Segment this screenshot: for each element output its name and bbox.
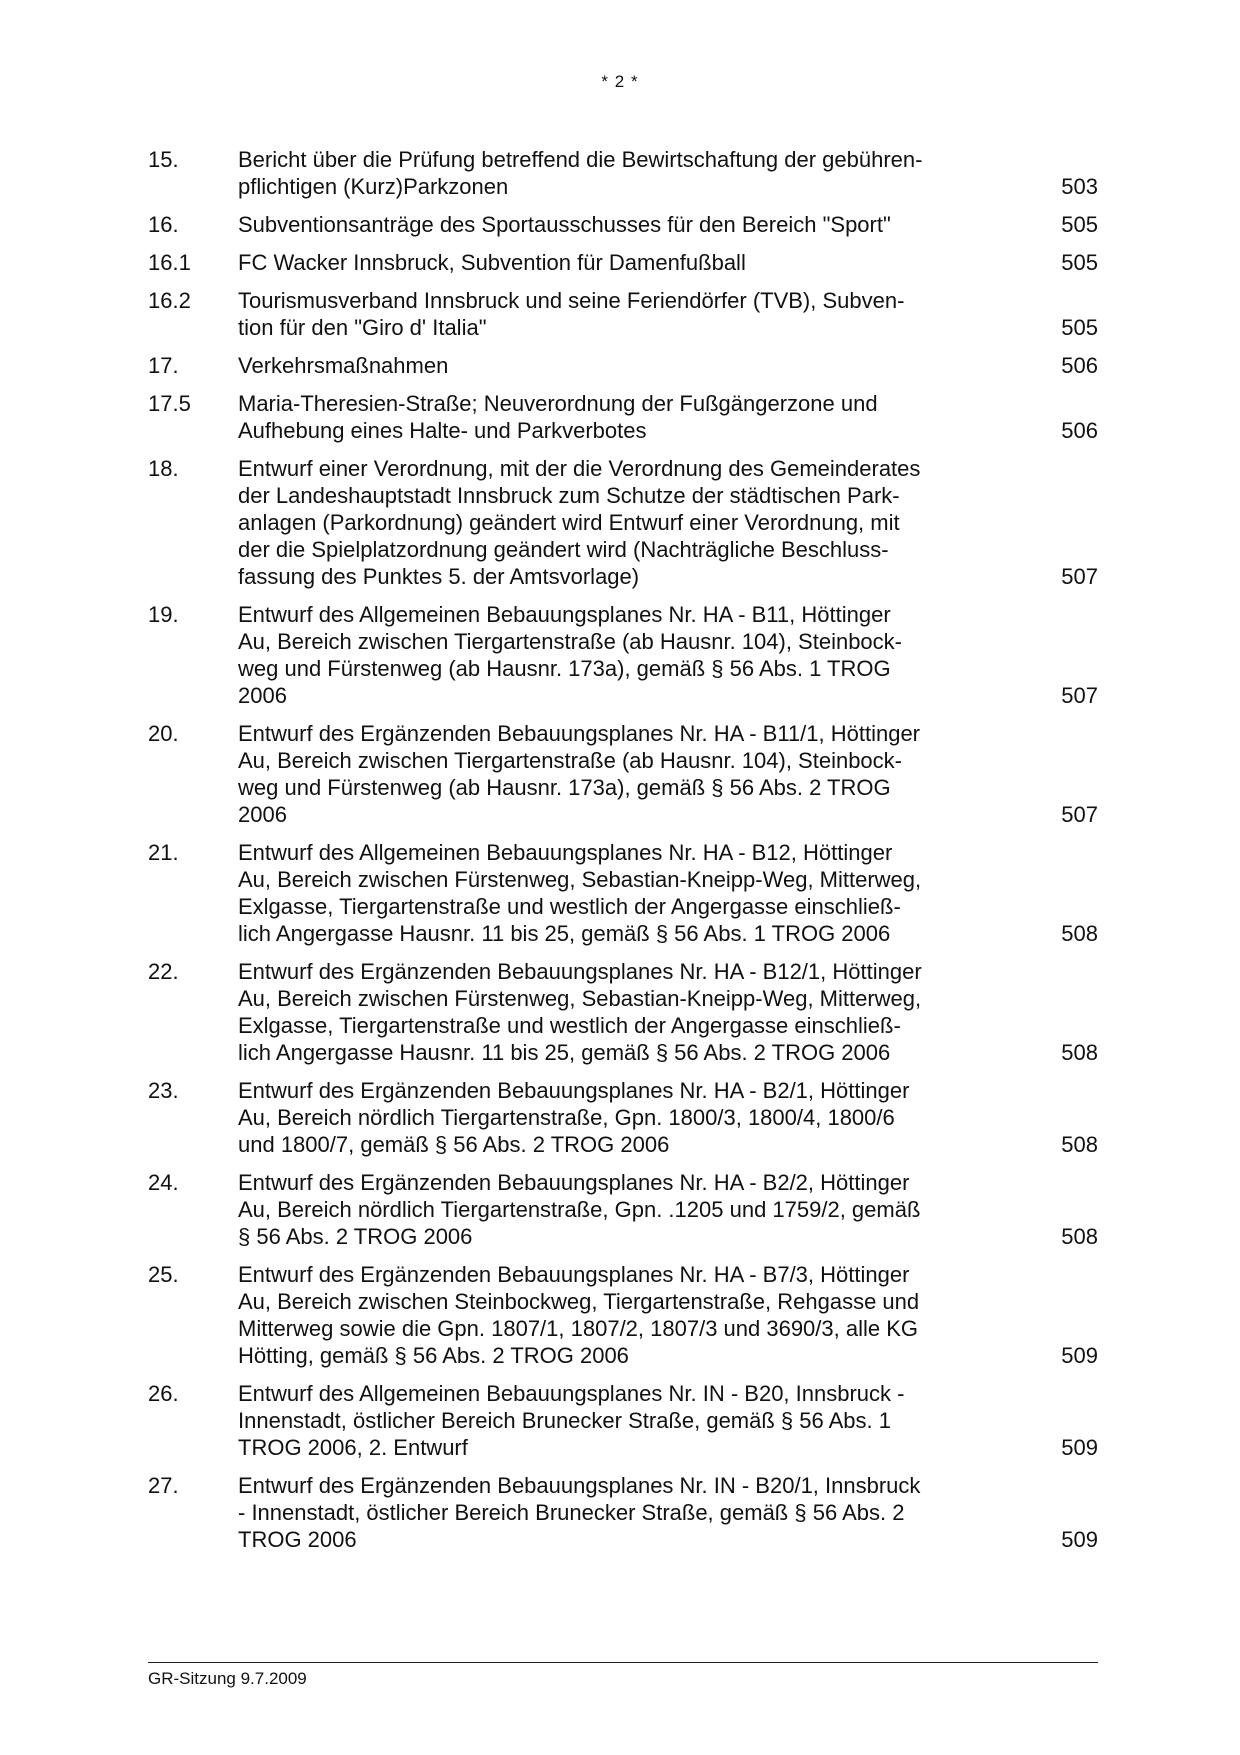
entry-title-line: FC Wacker Innsbruck, Subvention für Damenfußball <box>238 250 746 275</box>
entry-number: 27. <box>148 1473 179 1498</box>
entry-title-line: Bericht über die Prüfung betreffend die Bewirtschaftung der gebühren- <box>238 147 923 172</box>
entry-title-line: Entwurf des Ergänzenden Bebauungsplanes Nr. HA - B2/2, Höttinger <box>238 1170 910 1195</box>
entry-page-number: 507 <box>1061 564 1098 589</box>
entry-title <box>238 211 998 238</box>
entry-title-line: tion für den "Giro d' Italia" <box>238 315 487 340</box>
entry-number: 26. <box>148 1381 179 1406</box>
entry-number: 24. <box>148 1170 179 1195</box>
entry-title-line: der Landeshauptstadt Innsbruck zum Schutze der städtischen Park- <box>238 483 900 508</box>
toc-entry <box>148 1261 1098 1369</box>
entry-title <box>238 352 998 379</box>
entry-title-line: Au, Bereich zwischen Tiergartenstraße (ab Hausnr. 104), Steinbock- <box>238 748 902 773</box>
toc-entry <box>148 601 1098 709</box>
toc-entry <box>148 146 1098 200</box>
entry-page-number: 508 <box>1061 1132 1098 1157</box>
entry-title <box>238 1261 998 1369</box>
toc-entry <box>148 958 1098 1066</box>
entry-title <box>238 720 998 828</box>
entry-title-line: Exlgasse, Tiergartenstraße und westlich der Angergasse einschließ- <box>238 894 901 919</box>
entry-title-line: Tourismusverband Innsbruck und seine Feriendörfer (TVB), Subven- <box>238 288 905 313</box>
toc-entry <box>148 1472 1098 1553</box>
entry-page-number: 506 <box>1061 353 1098 378</box>
toc-entry <box>148 720 1098 828</box>
entry-title-line: Entwurf des Allgemeinen Bebauungsplanes Nr. IN - B20, Innsbruck - <box>238 1381 905 1406</box>
entry-title-line: lich Angergasse Hausnr. 11 bis 25, gemäß § 56 Abs. 1 TROG 2006 <box>238 921 891 946</box>
entry-number: 17.5 <box>148 391 191 416</box>
entry-number: 21. <box>148 840 179 865</box>
entry-page-number: 509 <box>1061 1435 1098 1460</box>
entry-title-line: Au, Bereich zwischen Tiergartenstraße (ab Hausnr. 104), Steinbock- <box>238 629 902 654</box>
entry-title-line: Entwurf des Ergänzenden Bebauungsplanes Nr. HA - B11/1, Höttinger <box>238 721 921 746</box>
entry-title-line: TROG 2006 <box>238 1527 357 1552</box>
entry-title-line: lich Angergasse Hausnr. 11 bis 25, gemäß § 56 Abs. 2 TROG 2006 <box>238 1040 891 1065</box>
entry-title-line: Au, Bereich zwischen Steinbockweg, Tiergartenstraße, Rehgasse und <box>238 1289 920 1314</box>
entry-title-line: Entwurf des Ergänzenden Bebauungsplanes Nr. HA - B12/1, Höttinger <box>238 959 922 984</box>
entry-title-line: Verkehrsmaßnahmen <box>238 353 449 378</box>
toc-entry <box>148 1380 1098 1461</box>
entry-title-line: Innenstadt, östlicher Bereich Brunecker Straße, gemäß § 56 Abs. 1 <box>238 1408 892 1433</box>
entry-title-line: Au, Bereich nördlich Tiergartenstraße, Gpn. 1800/3, 1800/4, 1800/6 <box>238 1105 895 1130</box>
entry-page-number: 507 <box>1061 683 1098 708</box>
entry-title-line: pflichtigen (Kurz)Parkzonen <box>238 174 509 199</box>
table-of-contents <box>148 146 1098 1564</box>
entry-title <box>238 839 998 947</box>
entry-number: 16. <box>148 212 179 237</box>
entry-number: 16.1 <box>148 250 191 275</box>
entry-title-line: weg und Fürstenweg (ab Hausnr. 173a), gemäß § 56 Abs. 2 TROG <box>238 775 891 800</box>
entry-page-number: 509 <box>1061 1527 1098 1552</box>
entry-title <box>238 287 998 341</box>
entry-title-line: Entwurf einer Verordnung, mit der die Verordnung des Gemeinderates <box>238 456 921 481</box>
entry-title-line: Entwurf des Ergänzenden Bebauungsplanes Nr. HA - B7/3, Höttinger <box>238 1262 910 1287</box>
entry-title-line: Aufhebung eines Halte- und Parkverbotes <box>238 418 647 443</box>
entry-number: 17. <box>148 353 179 378</box>
entry-number: 23. <box>148 1078 179 1103</box>
entry-page-number: 508 <box>1061 921 1098 946</box>
entry-title <box>238 1169 998 1250</box>
entry-title-line: Entwurf des Ergänzenden Bebauungsplanes Nr. IN - B20/1, Innsbruck <box>238 1473 921 1498</box>
entry-title-line: Au, Bereich zwischen Fürstenweg, Sebastian-Kneipp-Weg, Mitterweg, <box>238 867 922 892</box>
toc-entry <box>148 249 1098 276</box>
entry-page-number: 509 <box>1061 1343 1098 1368</box>
toc-entry <box>148 390 1098 444</box>
entry-page-number: 507 <box>1061 802 1098 827</box>
entry-title <box>238 455 998 590</box>
entry-title-line: Mitterweg sowie die Gpn. 1807/1, 1807/2, 1807/3 und 3690/3, alle KG <box>238 1316 919 1341</box>
entry-number: 20. <box>148 721 179 746</box>
entry-number: 16.2 <box>148 288 191 313</box>
entry-title <box>238 601 998 709</box>
entry-number: 15. <box>148 147 179 172</box>
entry-title-line: Exlgasse, Tiergartenstraße und westlich der Angergasse einschließ- <box>238 1013 901 1038</box>
entry-page-number: 503 <box>1061 174 1098 199</box>
entry-page-number: 505 <box>1061 250 1098 275</box>
entry-title <box>238 249 998 276</box>
entry-title-line: 2006 <box>238 802 287 827</box>
entry-title-line: Au, Bereich nördlich Tiergartenstraße, Gpn. .1205 und 1759/2, gemäß <box>238 1197 921 1222</box>
entry-title-line: Hötting, gemäß § 56 Abs. 2 TROG 2006 <box>238 1343 629 1368</box>
entry-title <box>238 1077 998 1158</box>
entry-title <box>238 1380 998 1461</box>
toc-entry <box>148 287 1098 341</box>
toc-entry <box>148 839 1098 947</box>
footer-divider <box>148 1662 1098 1663</box>
entry-title-line: TROG 2006, 2. Entwurf <box>238 1435 468 1460</box>
entry-title-line: weg und Fürstenweg (ab Hausnr. 173a), gemäß § 56 Abs. 1 TROG <box>238 656 891 681</box>
toc-entry <box>148 1169 1098 1250</box>
toc-entry <box>148 211 1098 238</box>
page-number: * 2 * <box>601 72 639 91</box>
entry-title-line: Entwurf des Ergänzenden Bebauungsplanes Nr. HA - B2/1, Höttinger <box>238 1078 910 1103</box>
entry-title-line: Entwurf des Allgemeinen Bebauungsplanes Nr. HA - B11, Höttinger <box>238 602 891 627</box>
footer-text: GR-Sitzung 9.7.2009 <box>148 1669 307 1688</box>
entry-title-line: und 1800/7, gemäß § 56 Abs. 2 TROG 2006 <box>238 1132 670 1157</box>
entry-title <box>238 390 998 444</box>
entry-number: 22. <box>148 959 179 984</box>
entry-title-line: Subventionsanträge des Sportausschusses für den Bereich "Sport" <box>238 212 891 237</box>
entry-title <box>238 146 998 200</box>
entry-page-number: 506 <box>1061 418 1098 443</box>
entry-title <box>238 1472 998 1553</box>
entry-title-line: Entwurf des Allgemeinen Bebauungsplanes Nr. HA - B12, Höttinger <box>238 840 893 865</box>
entry-number: 19. <box>148 602 179 627</box>
entry-title-line: Maria-Theresien-Straße; Neuverordnung der Fußgängerzone und <box>238 391 878 416</box>
entry-title-line: 2006 <box>238 683 287 708</box>
entry-page-number: 505 <box>1061 212 1098 237</box>
entry-title-line: § 56 Abs. 2 TROG 2006 <box>238 1224 473 1249</box>
entry-title <box>238 958 998 1066</box>
entry-page-number: 508 <box>1061 1224 1098 1249</box>
entry-title-line: - Innenstadt, östlicher Bereich Brunecker Straße, gemäß § 56 Abs. 2 <box>238 1500 905 1525</box>
entry-page-number: 508 <box>1061 1040 1098 1065</box>
toc-entry <box>148 352 1098 379</box>
entry-title-line: Au, Bereich zwischen Fürstenweg, Sebastian-Kneipp-Weg, Mitterweg, <box>238 986 922 1011</box>
entry-number: 18. <box>148 456 179 481</box>
toc-entry <box>148 455 1098 590</box>
toc-entry <box>148 1077 1098 1158</box>
entry-title-line: fassung des Punktes 5. der Amtsvorlage) <box>238 564 640 589</box>
entry-number: 25. <box>148 1262 179 1287</box>
entry-page-number: 505 <box>1061 315 1098 340</box>
entry-title-line: anlagen (Parkordnung) geändert wird Entwurf einer Verordnung, mit <box>238 510 900 535</box>
entry-title-line: der die Spielplatzordnung geändert wird (Nachträgliche Beschluss- <box>238 537 889 562</box>
